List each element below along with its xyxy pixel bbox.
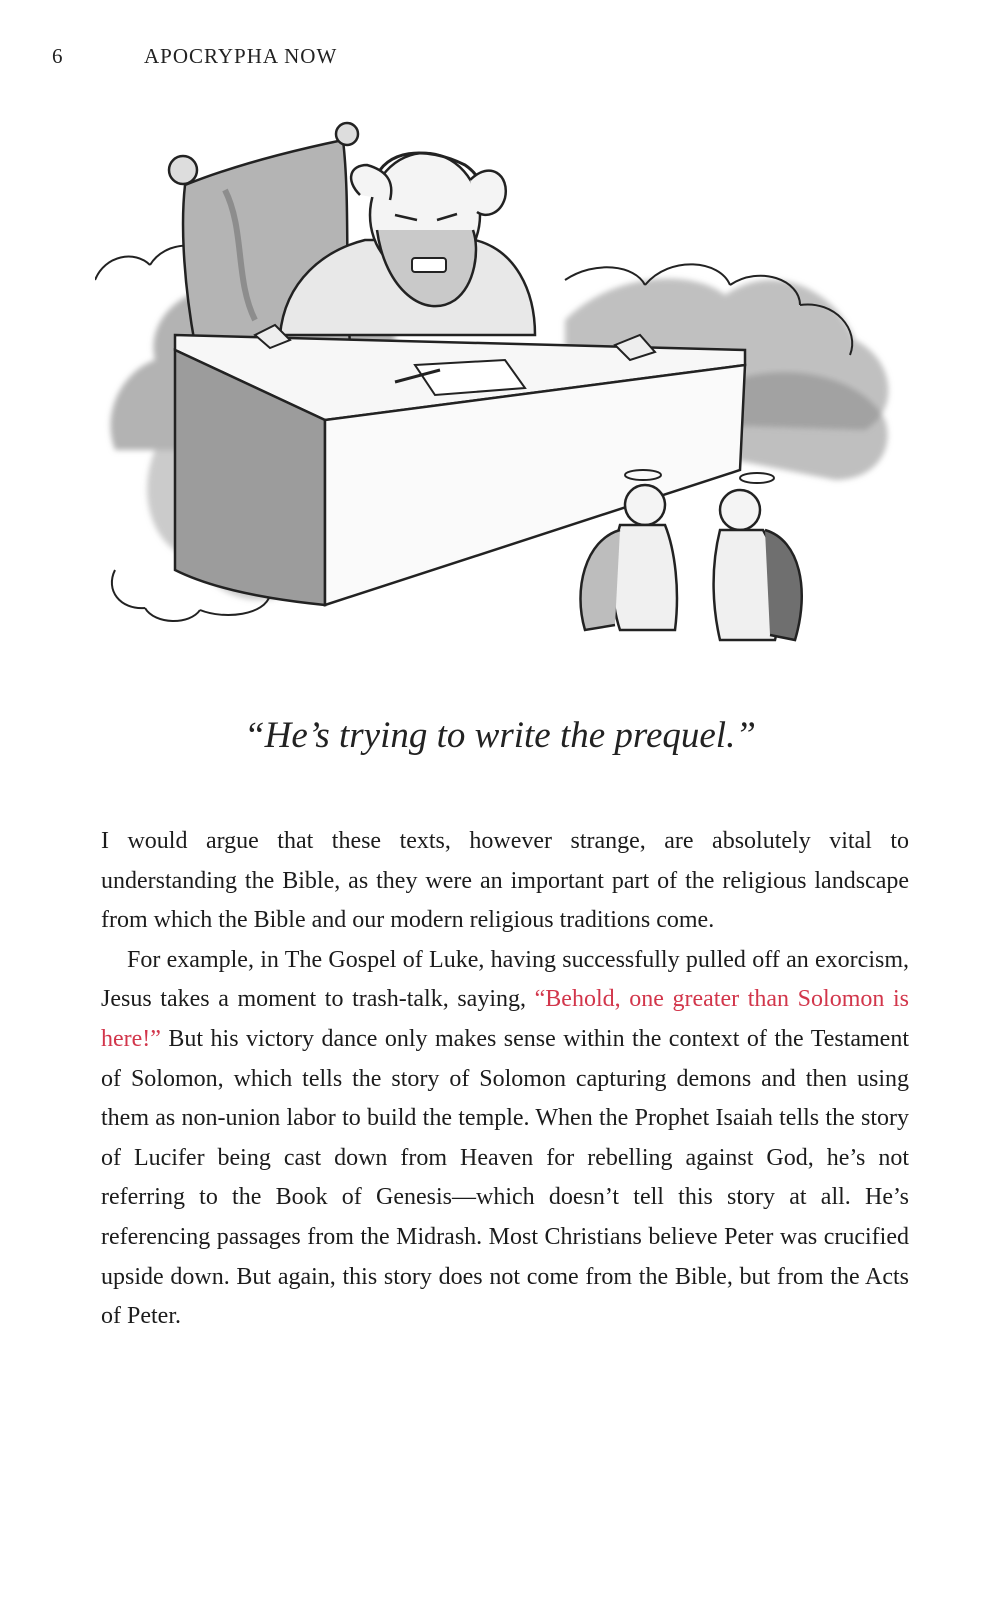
body-text [101, 822, 909, 1337]
paragraph-1: I would argue that these texts, however strange, are absolutely vital to understanding the Bible, as they were an important part of the religious landscape from which the Bible and our modern religious traditions come. [101, 828, 909, 934]
cartoon-caption: “He’s trying to write the prequel.” [244, 715, 756, 756]
paragraph-2-lead: For example, in The Gospel of Luke, having successfully pulled off an exorcism, Jesus takes a moment to trash-talk, saying, [101, 946, 909, 1013]
paragraph-2 [101, 941, 909, 1337]
running-head [52, 44, 940, 74]
page-number: 6 [52, 44, 64, 68]
paragraph-2-rest: But his victory dance only makes sense within the context of the Testament of Solomon, which tells the story of Solomon capturing demons and then using them as non-union labor to build the temple. When the Prophet Isaiah tells the story of Lucifer being cast down from Heaven for rebelling against God, he’s not referring to the Book of Genesis—which doesn’t tell this story at all. He’s referencing passages from the Midrash. Most Christians believe Peter was crucified upside down. But again, this story does not come from the Bible, but from the Acts of Peter. [101, 1025, 909, 1330]
cartoon-illustration [95, 120, 905, 665]
highlighted-quote: “Behold, one greater than Solomon is here!” [101, 986, 909, 1052]
book-title: APOCRYPHA NOW [144, 44, 338, 68]
